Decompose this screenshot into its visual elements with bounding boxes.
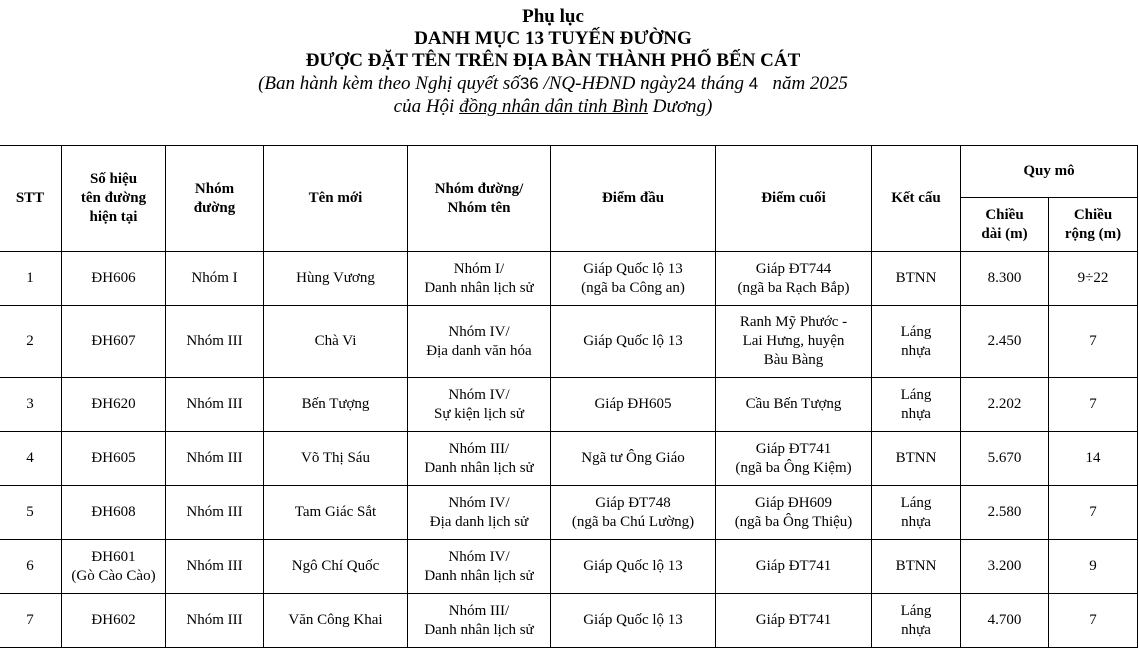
cell-road-code <box>62 486 166 540</box>
table-row <box>0 252 1138 306</box>
header-length: Chiều dài (m) <box>961 198 1049 252</box>
header-new-name: Tên mới <box>264 146 408 252</box>
cell-new-name: Hùng Vương <box>264 252 408 306</box>
cell-start-point <box>551 540 716 594</box>
cell-structure-line: nhựa <box>901 342 931 359</box>
cell-road-group: Nhóm III <box>166 378 264 432</box>
cell-end-point-line: Giáp ĐT741 <box>755 612 832 628</box>
resolution-day: 24 <box>677 74 696 93</box>
cell-length: 4.700 <box>961 594 1049 648</box>
cell-end-point-line: (ngã ba Ông Kiệm) <box>735 459 852 476</box>
cell-new-name: Bến Tượng <box>264 378 408 432</box>
cell-road-code <box>62 306 166 378</box>
cell-end-point <box>716 378 872 432</box>
cell-stt: 2 <box>0 306 62 378</box>
cell-end-point <box>716 540 872 594</box>
cell-start-point-line: Giáp Quốc lộ 13 <box>583 612 683 628</box>
cell-structure-line: nhựa <box>901 621 931 638</box>
cell-name-group <box>408 432 551 486</box>
cell-end-point-line: Giáp ĐT741 <box>755 440 832 457</box>
cell-end-point <box>716 486 872 540</box>
header-width: Chiều rộng (m) <box>1049 198 1138 252</box>
cell-end-point <box>716 252 872 306</box>
cell-end-point-line: Giáp ĐT741 <box>755 558 832 574</box>
cell-stt: 1 <box>0 252 62 306</box>
cell-structure <box>872 540 961 594</box>
header-end-point: Điểm cuối <box>716 146 872 252</box>
subtitle-part-1: (Ban hành kèm theo Nghị quyết số <box>258 73 520 94</box>
cell-length: 2.202 <box>961 378 1049 432</box>
cell-name-group <box>408 252 551 306</box>
document-header <box>0 6 1106 118</box>
cell-name-group <box>408 486 551 540</box>
cell-start-point-line: Ngã tư Ông Giáo <box>581 450 685 466</box>
subtitle-part-2: /NQ-HĐND ngày <box>543 73 678 94</box>
cell-name-group-line: Địa danh lịch sử <box>429 513 529 530</box>
cell-new-name: Chà Vi <box>264 306 408 378</box>
cell-structure <box>872 594 961 648</box>
cell-name-group-line: Sự kiện lịch sử <box>433 405 524 422</box>
cell-road-code-line: ĐH607 <box>91 333 136 349</box>
cell-road-group: Nhóm III <box>166 540 264 594</box>
cell-road-code <box>62 540 166 594</box>
cell-road-code-line: ĐH602 <box>91 612 136 628</box>
cell-structure-line: Láng <box>900 602 932 619</box>
cell-road-group: Nhóm III <box>166 594 264 648</box>
cell-name-group-line: Nhóm IV/ <box>448 548 510 565</box>
road-list-table <box>0 145 1138 648</box>
cell-structure-line: Láng <box>900 494 932 511</box>
cell-stt: 3 <box>0 378 62 432</box>
cell-name-group <box>408 540 551 594</box>
cell-road-group: Nhóm III <box>166 486 264 540</box>
cell-length: 5.670 <box>961 432 1049 486</box>
issuer-underlined: đồng nhân dân tỉnh Bình <box>459 96 649 117</box>
cell-length: 2.450 <box>961 306 1049 378</box>
cell-width: 14 <box>1049 432 1138 486</box>
cell-name-group-line: Danh nhân lịch sử <box>424 567 534 584</box>
cell-start-point-line: Giáp ĐH605 <box>594 396 672 412</box>
cell-length: 2.580 <box>961 486 1049 540</box>
cell-road-code <box>62 432 166 486</box>
cell-road-code-line: ĐH601 <box>91 548 136 565</box>
cell-name-group <box>408 594 551 648</box>
cell-road-group: Nhóm I <box>166 252 264 306</box>
cell-start-point-line: Giáp Quốc lộ 13 <box>583 260 683 277</box>
cell-structure-line: BTNN <box>895 558 937 574</box>
cell-start-point-line: (ngã ba Công an) <box>581 279 685 296</box>
issuer-line <box>0 96 1106 118</box>
header-road-group: Nhóm đường <box>166 146 264 252</box>
cell-start-point-line: (ngã ba Chú Lường) <box>571 513 695 530</box>
table-row <box>0 486 1138 540</box>
cell-structure-line: Láng <box>900 386 932 403</box>
resolution-reference <box>0 72 1106 96</box>
cell-new-name: Văn Công Khai <box>264 594 408 648</box>
document-title-line-2: ĐƯỢC ĐẶT TÊN TRÊN ĐỊA BÀN THÀNH PHỐ BẾN CÁT <box>305 50 801 71</box>
cell-width: 7 <box>1049 594 1138 648</box>
cell-end-point <box>716 306 872 378</box>
subtitle-part-3: tháng <box>700 73 744 94</box>
cell-structure-line: BTNN <box>895 450 937 466</box>
cell-stt: 6 <box>0 540 62 594</box>
header-stt: STT <box>0 146 62 252</box>
cell-structure-line: Láng <box>900 323 932 340</box>
cell-structure-line: BTNN <box>895 270 937 286</box>
cell-new-name: Võ Thị Sáu <box>264 432 408 486</box>
cell-start-point <box>551 432 716 486</box>
cell-name-group-line: Danh nhân lịch sử <box>424 621 534 638</box>
subtitle-part-4: năm 2025 <box>772 73 848 94</box>
cell-end-point-line: Bàu Bàng <box>763 352 824 368</box>
cell-length: 3.200 <box>961 540 1049 594</box>
issuer-prefix: của Hội <box>393 96 455 117</box>
cell-end-point-line: (ngã ba Ông Thiệu) <box>734 513 853 530</box>
cell-end-point-line: Giáp ĐH609 <box>754 494 833 511</box>
cell-width: 9 <box>1049 540 1138 594</box>
cell-name-group-line: Danh nhân lịch sử <box>424 279 534 296</box>
cell-stt: 7 <box>0 594 62 648</box>
cell-structure-line: nhựa <box>901 513 931 530</box>
cell-structure <box>872 486 961 540</box>
cell-end-point-line: Lai Hưng, huyện <box>742 333 845 349</box>
table-row <box>0 378 1138 432</box>
cell-width: 7 <box>1049 378 1138 432</box>
cell-width: 7 <box>1049 486 1138 540</box>
document-title-line-1: DANH MỤC 13 TUYẾN ĐƯỜNG <box>414 28 692 49</box>
cell-new-name: Ngô Chí Quốc <box>264 540 408 594</box>
cell-road-code-line: ĐH620 <box>91 396 136 412</box>
table-row <box>0 594 1138 648</box>
cell-road-code <box>62 378 166 432</box>
cell-end-point <box>716 432 872 486</box>
resolution-month: 4 <box>748 74 759 93</box>
cell-new-name: Tam Giác Sắt <box>264 486 408 540</box>
cell-road-group: Nhóm III <box>166 432 264 486</box>
header-structure: Kết cấu <box>872 146 961 252</box>
cell-name-group-line: Nhóm IV/ <box>448 494 510 511</box>
cell-road-code <box>62 252 166 306</box>
cell-stt: 4 <box>0 432 62 486</box>
cell-road-code-line: (Gò Cào Cào) <box>71 567 156 584</box>
cell-structure <box>872 432 961 486</box>
table-header-row <box>0 146 1138 198</box>
cell-end-point-line: Cầu Bến Tượng <box>745 396 842 412</box>
cell-road-code-line: ĐH608 <box>91 504 136 520</box>
cell-road-group: Nhóm III <box>166 306 264 378</box>
header-scale: Quy mô <box>961 146 1138 198</box>
cell-length: 8.300 <box>961 252 1049 306</box>
cell-start-point <box>551 252 716 306</box>
appendix-label: Phụ lục <box>522 6 584 27</box>
cell-width: 9÷22 <box>1049 252 1138 306</box>
cell-start-point <box>551 594 716 648</box>
header-start-point: Điểm đầu <box>551 146 716 252</box>
cell-road-code-line: ĐH605 <box>91 450 136 466</box>
cell-end-point-line: Ranh Mỹ Phước - <box>739 314 848 330</box>
table-row <box>0 540 1138 594</box>
cell-name-group-line: Danh nhân lịch sử <box>424 459 534 476</box>
cell-end-point <box>716 594 872 648</box>
header-road-code: Số hiệu tên đường hiện tại <box>62 146 166 252</box>
cell-name-group-line: Nhóm III/ <box>448 440 510 457</box>
cell-structure <box>872 252 961 306</box>
cell-stt: 5 <box>0 486 62 540</box>
cell-structure-line: nhựa <box>901 405 931 422</box>
cell-end-point-line: (ngã ba Rạch Bắp) <box>737 279 850 296</box>
cell-name-group <box>408 306 551 378</box>
cell-name-group-line: Địa danh văn hóa <box>426 342 532 359</box>
cell-start-point-line: Giáp Quốc lộ 13 <box>583 333 683 349</box>
cell-structure <box>872 306 961 378</box>
cell-structure <box>872 378 961 432</box>
cell-road-code <box>62 594 166 648</box>
cell-start-point <box>551 486 716 540</box>
table-body <box>0 252 1138 648</box>
cell-start-point <box>551 306 716 378</box>
cell-start-point <box>551 378 716 432</box>
cell-name-group-line: Nhóm III/ <box>448 602 510 619</box>
cell-name-group <box>408 378 551 432</box>
cell-name-group-line: Nhóm IV/ <box>448 323 510 340</box>
cell-start-point-line: Giáp Quốc lộ 13 <box>583 558 683 574</box>
table-row <box>0 432 1138 486</box>
issuer-suffix: Dương) <box>652 96 713 117</box>
table-row <box>0 306 1138 378</box>
resolution-number: 36 <box>519 74 539 93</box>
cell-start-point-line: Giáp ĐT748 <box>595 494 671 511</box>
cell-name-group-line: Nhóm IV/ <box>448 386 510 403</box>
cell-road-code-line: ĐH606 <box>91 270 136 286</box>
cell-name-group-line: Nhóm I/ <box>453 260 505 277</box>
cell-end-point-line: Giáp ĐT744 <box>755 260 832 277</box>
cell-width: 7 <box>1049 306 1138 378</box>
header-name-group: Nhóm đường/ Nhóm tên <box>408 146 551 252</box>
